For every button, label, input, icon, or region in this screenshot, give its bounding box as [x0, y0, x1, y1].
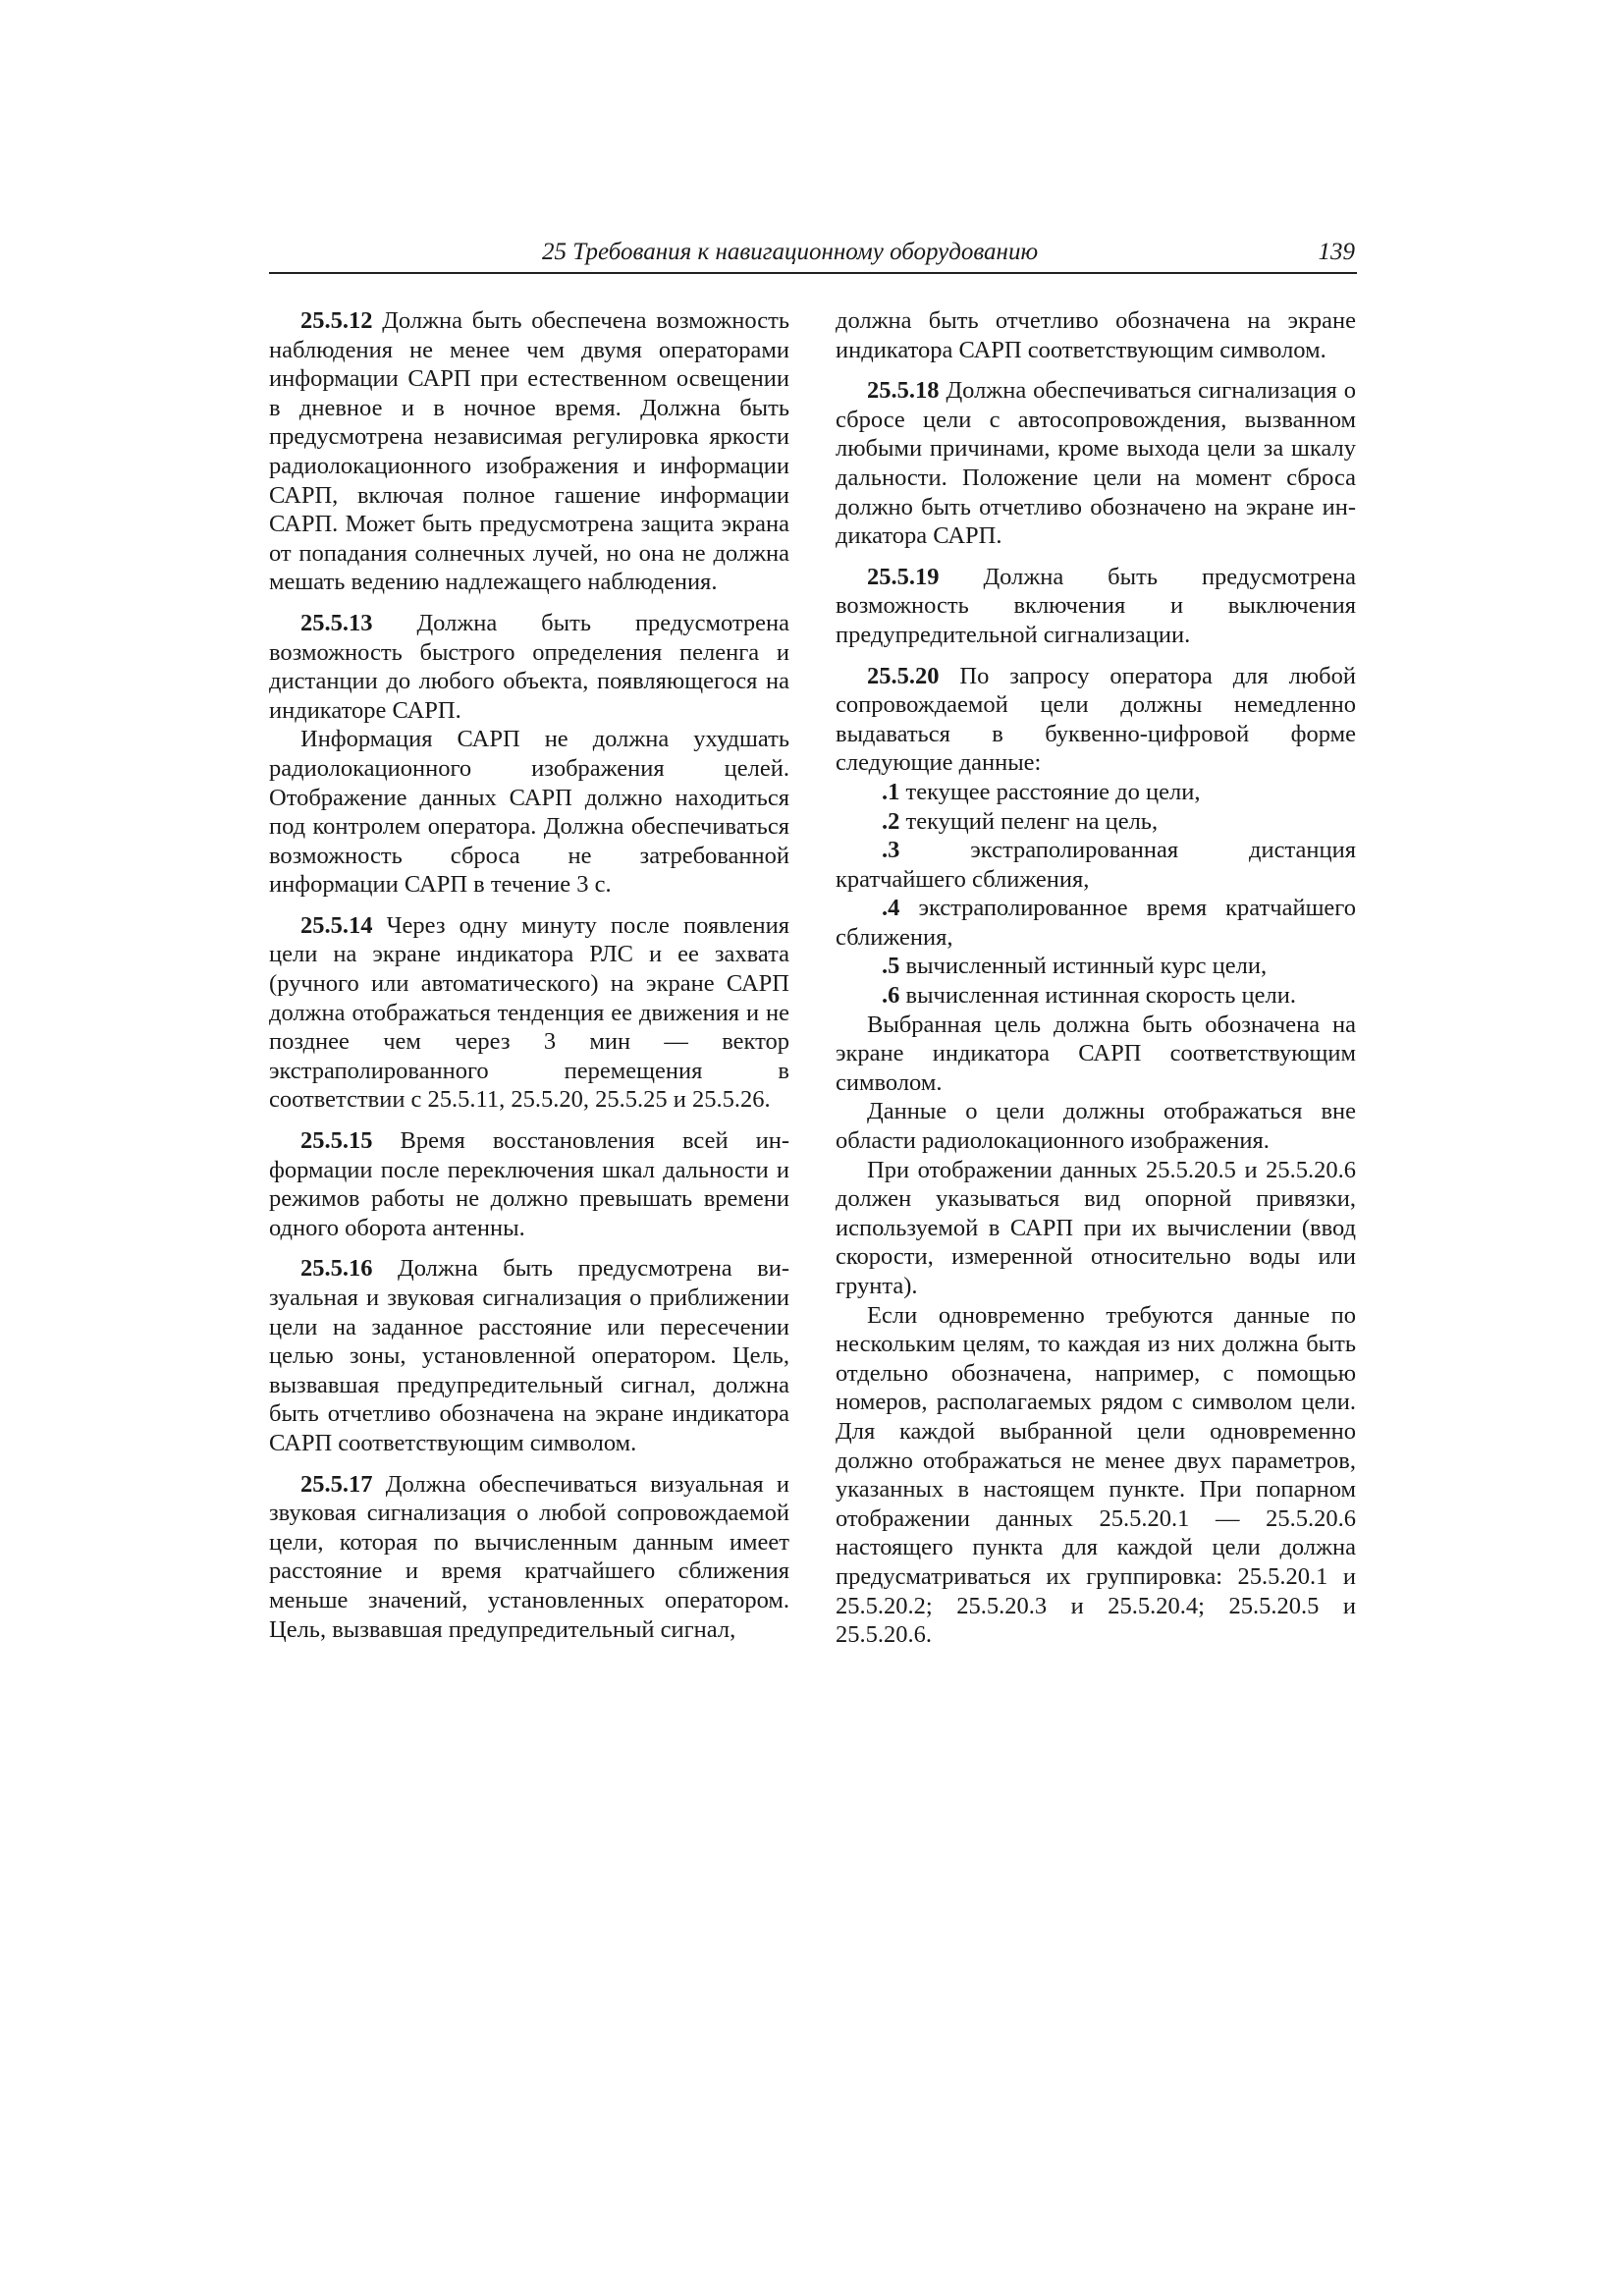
- item-number: .6: [882, 982, 900, 1010]
- clause-number: 25.5.15: [300, 1127, 373, 1155]
- item-number: .4: [882, 895, 900, 922]
- clause-number: 25.5.18: [867, 377, 940, 405]
- item-text: текущий пеленг на цель,: [899, 807, 1159, 835]
- item-text: экстраполированная дистанция кратчайшего сближения,: [836, 837, 1356, 893]
- item-text: экстраполированное время кратчайшего сближения,: [836, 895, 1356, 951]
- paragraph-reference: [836, 1156, 1356, 1301]
- paragraph-text: Должна быть предусмотрена возможность включения и выключения предупредительной сигнализации.: [836, 563, 1356, 648]
- paragraph-25-5-19: [836, 563, 1356, 650]
- paragraph-25-5-18: [836, 376, 1356, 551]
- paragraph-text: Должна обеспечиваться сигнализация о сбросе цели с автосопровождения, вызванном любыми причинами, кроме выхода цели за шкалу дальности. Положение цели на момент сброса должно быть отчетливо обозначено на экране индикатора САРП.: [836, 377, 1356, 550]
- paragraph-text: Если одновременно требуются данные по нескольким целям, то каждая из них должна быть отдельно обозначена, например, с помощью номеров, располагаемых рядом с символом цели. Для каждой выбранной цели одновременно должно отображаться не менее двух параметров, указанных в настоящем пункте. При попарном отображении данных 25.5.20.1 — 25.5.20.6 настоящего пункта для каждой цели должна предусматриваться их группировка: 25.5.20.1 и 25.5.20.2; 25.5.20.3 и 25.5.20.4; 25.5.20.5 и 25.5.20.6.: [836, 1301, 1356, 1649]
- paragraph-text: По запросу оператора для любой сопровождаемой цели должны немедленно выдаваться в буквенно-цифровой форме следующие данные:: [836, 662, 1356, 777]
- item-text: текущее расстояние до цели,: [899, 778, 1201, 805]
- item-number: .1: [882, 778, 900, 805]
- paragraph-text: Информация САРП не должна ухудшать радиолокационного изображения целей. Отображение данных САРП должно находиться под контролем оператора. Должна обеспечиваться возможность сброса не затребованной информации САРП в течение 3 с.: [269, 726, 789, 899]
- paragraph-25-5-16: [269, 1254, 789, 1457]
- item-number: .2: [882, 807, 900, 835]
- paragraph-25-5-15: [269, 1126, 789, 1242]
- clause-number: 25.5.17: [300, 1470, 373, 1498]
- paragraph-selected-target: [836, 1011, 1356, 1098]
- paragraph-25-5-13: [269, 609, 789, 725]
- paragraph-text: Данные о цели должны отображаться вне области радиолокационного изображения.: [836, 1098, 1356, 1155]
- paragraph-target-data: [836, 1097, 1356, 1155]
- list-item-6: [836, 981, 1356, 1011]
- clause-number: 25.5.13: [300, 609, 373, 636]
- paragraph-25-5-20: [836, 662, 1356, 778]
- page-header: [269, 239, 1357, 274]
- paragraph-text: Должна быть обеспечена возможность наблюдения не менее чем двумя операторами информации САРП при естественном освещении в дневное и в ночное время. Должна быть предусмотрена независимая регулировка яркости радиолокационного изображения и информации САРП, включая полное гашение информации САРП. Может быть предусмотрена защита экрана от попадания солнечных лучей, но она не должна мешать ведению надлежащего наблюдения.: [269, 307, 789, 596]
- item-number: .3: [882, 837, 900, 864]
- list-item-1: [836, 778, 1356, 807]
- paragraph-text: Через одну минуту после появления цели на экране индикатора РЛС и ее захвата (ручного или автоматического) на экране САРП должна отображаться тенденция ее движения и не позднее чем через 3 мин — вектор экстраполированного перемещения в соответствии с 25.5.11, 25.5.20, 25.5.25 и 25.5.26.: [269, 911, 789, 1114]
- list-item-2: [836, 807, 1356, 837]
- list-item-5: [836, 952, 1356, 981]
- paragraph-text: Должна быть предусмотрена возможность быстрого определения пеленга и дистанции до любого объекта, появляющегося на индикаторе САРП.: [269, 609, 789, 724]
- page-number: 139: [1318, 239, 1355, 265]
- item-text: вычисленный истинный курс цели,: [899, 953, 1268, 980]
- paragraph-text: Должна обеспечиваться визуальная и звуковая сигнализация о любой сопровождаемой цели, которая по вычисленным данным имеет расстояние и время кратчайшего сближения меньше значений, установленных оператором. Цель, вызвавшая предупредительный сигнал,: [269, 1470, 789, 1643]
- paragraph-25-5-17-cont: [836, 306, 1356, 364]
- left-column: [269, 306, 789, 1644]
- paragraph-text: Должна быть предусмотрена визуальная и звуковая сигнализация о приближении цели на заданное расстояние или пересечении целью зоны, установленной оператором. Цель, вызвавшая предупредительный сигнал, должна быть отчетливо обозначена на экране индикатора САРП соответствующим символом.: [269, 1255, 789, 1456]
- clause-number: 25.5.19: [867, 563, 940, 590]
- paragraph-25-5-14: [269, 911, 789, 1115]
- paragraph-text: Время восстановления всей информации после переключения шкал дальности и режимов работы не должно превышать времени одного оборота антенны.: [269, 1127, 789, 1241]
- running-title: 25 Требования к навигационному оборудованию: [542, 239, 1039, 265]
- clause-number: 25.5.12: [300, 307, 373, 334]
- item-number: .5: [882, 953, 900, 980]
- item-text: вычисленная истинная скорость цели.: [899, 982, 1296, 1010]
- list-item-3: [836, 836, 1356, 894]
- paragraph-text: должна быть отчетливо обозначена на экране индикатора САРП соответствующим символом.: [836, 307, 1356, 363]
- list-item-4: [836, 894, 1356, 952]
- paragraph-25-5-12: [269, 306, 789, 597]
- right-column: [836, 306, 1356, 1650]
- paragraph-text: При отображении данных 25.5.20.5 и 25.5.20.6 должен указываться вид опорной привязки, используемой в САРП при их вычислении (ввод скорости, измеренной относительно воды или грунта).: [836, 1156, 1356, 1299]
- paragraph-25-5-17: [269, 1470, 789, 1645]
- clause-number: 25.5.20: [867, 662, 940, 689]
- clause-number: 25.5.16: [300, 1255, 373, 1283]
- paragraph-multiple-targets: [836, 1301, 1356, 1650]
- paragraph-25-5-13-cont: [269, 725, 789, 900]
- paragraph-text: Выбранная цель должна быть обозначена на экране индикатора САРП соответствующим символом.: [836, 1011, 1356, 1096]
- clause-number: 25.5.14: [300, 911, 373, 939]
